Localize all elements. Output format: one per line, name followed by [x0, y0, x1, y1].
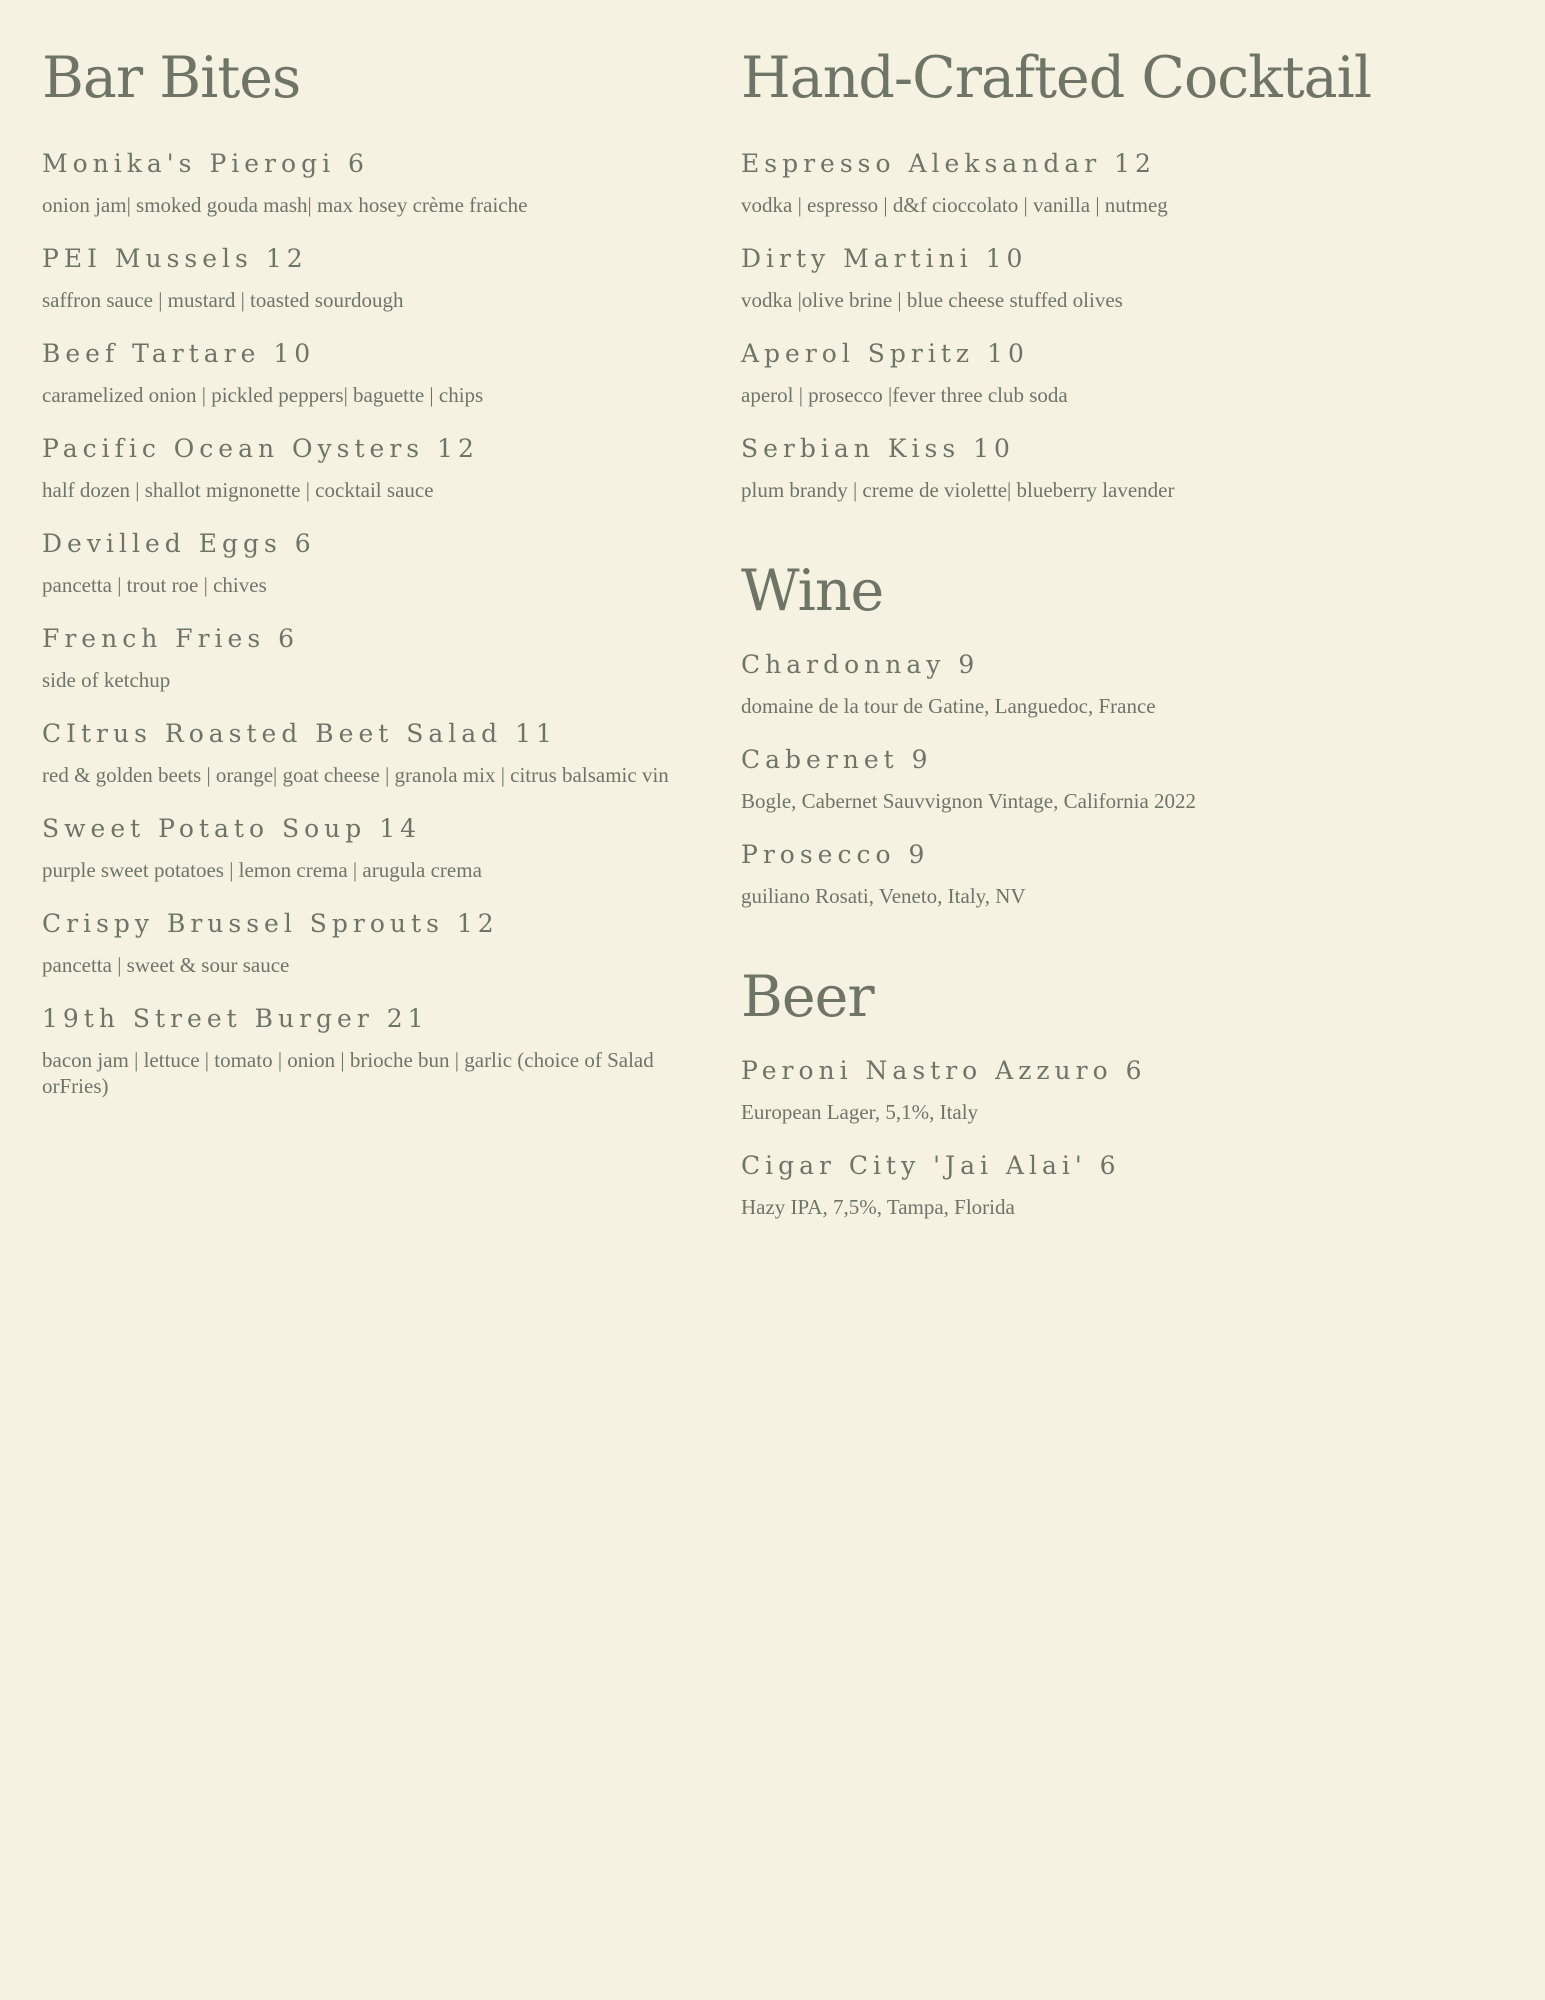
menu-item-name: Cabernet 9: [741, 745, 933, 774]
menu-item-name: French Fries 6: [42, 624, 300, 653]
menu-item-name: Monika's Pierogi 6: [42, 149, 369, 178]
wine-section: [741, 558, 1501, 909]
menu-item: [42, 1006, 682, 1099]
menu-item-description: domaine de la tour de Gatine, Languedoc, France: [741, 694, 1156, 718]
cocktails-title: Hand-Crafted Cocktail: [741, 45, 1372, 111]
menu-item: [42, 531, 682, 598]
menu-item-description: vodka | espresso | d&f cioccolato | vanilla | nutmeg: [741, 193, 1168, 217]
menu-item-description: purple sweet potatoes | lemon crema | arugula crema: [42, 858, 482, 882]
menu-item-description: half dozen | shallot mignonette | cocktail sauce: [42, 478, 434, 502]
menu-item: [741, 1058, 1501, 1125]
menu-item: [42, 816, 682, 883]
menu-item: [741, 246, 1501, 313]
menu-item-name: CItrus Roasted Beet Salad 11: [42, 719, 557, 748]
menu-item: [741, 341, 1501, 408]
menu-item: [741, 436, 1501, 503]
bar-bites-section: [42, 45, 682, 1099]
menu-item-name: Devilled Eggs 6: [42, 529, 316, 558]
menu-item: [42, 151, 682, 218]
menu-item-name: Pacific Ocean Oysters 12: [42, 434, 479, 463]
menu-item-name: Aperol Spritz 10: [741, 339, 1029, 368]
menu-item-description: European Lager, 5,1%, Italy: [741, 1100, 979, 1124]
menu-item-name: Serbian Kiss 10: [741, 434, 1015, 463]
menu-item-name: Peroni Nastro Azzuro 6: [741, 1056, 1147, 1085]
menu-item-description: side of ketchup: [42, 668, 171, 692]
menu-item-name: Espresso Aleksandar 12: [741, 149, 1156, 178]
menu-item-description: bacon jam | lettuce | tomato | onion | brioche bun | garlic (choice of Salad orFries): [42, 1048, 654, 1098]
menu-item-name: Dirty Martini 10: [741, 244, 1028, 273]
menu-item-description: Bogle, Cabernet Sauvvignon Vintage, California 2022: [741, 789, 1197, 813]
menu-item-description: Hazy IPA, 7,5%, Tampa, Florida: [741, 1195, 1015, 1219]
menu-item-description: pancetta | sweet & sour sauce: [42, 953, 290, 977]
menu-item: [741, 652, 1501, 719]
menu-item-name: Sweet Potato Soup 14: [42, 814, 422, 843]
menu-item: [741, 842, 1501, 909]
menu-item: [42, 246, 682, 313]
menu-item-description: caramelized onion | pickled peppers| baguette | chips: [42, 383, 484, 407]
beer-title: Beer: [741, 964, 874, 1030]
menu-item-name: PEI Mussels 12: [42, 244, 308, 273]
menu-item: [741, 1153, 1501, 1220]
menu-item-name: Crispy Brussel Sprouts 12: [42, 909, 499, 938]
menu-item-description: aperol | prosecco |fever three club soda: [741, 383, 1068, 407]
bar-bites-title: Bar Bites: [42, 45, 301, 111]
menu-item: [42, 341, 682, 408]
right-column: [741, 0, 1501, 1248]
menu-item: [42, 911, 682, 978]
menu-item-description: red & golden beets | orange| goat cheese | granola mix | citrus balsamic vin: [42, 763, 669, 787]
menu-item: [42, 626, 682, 693]
menu-item: [741, 747, 1501, 814]
wine-title: Wine: [741, 558, 884, 624]
menu-item: [42, 721, 682, 788]
left-column: [42, 0, 682, 1127]
menu-item-description: saffron sauce | mustard | toasted sourdough: [42, 288, 404, 312]
beer-section: [741, 964, 1501, 1220]
menu-item-description: guiliano Rosati, Veneto, Italy, NV: [741, 884, 1026, 908]
menu-item-name: Cigar City 'Jai Alai' 6: [741, 1151, 1121, 1180]
menu-item-name: Prosecco 9: [741, 840, 930, 869]
menu-item-description: vodka |olive brine | blue cheese stuffed olives: [741, 288, 1123, 312]
menu-item-name: 19th Street Burger 21: [42, 1004, 429, 1033]
menu-item-name: Chardonnay 9: [741, 650, 980, 679]
menu-item-description: pancetta | trout roe | chives: [42, 573, 267, 597]
menu-item: [42, 436, 682, 503]
menu-item-name: Beef Tartare 10: [42, 339, 316, 368]
menu-item-description: onion jam| smoked gouda mash| max hosey crème fraiche: [42, 193, 528, 217]
cocktails-section: [741, 45, 1501, 503]
menu-item: [741, 151, 1501, 218]
menu-item-description: plum brandy | creme de violette| blueberry lavender: [741, 478, 1175, 502]
